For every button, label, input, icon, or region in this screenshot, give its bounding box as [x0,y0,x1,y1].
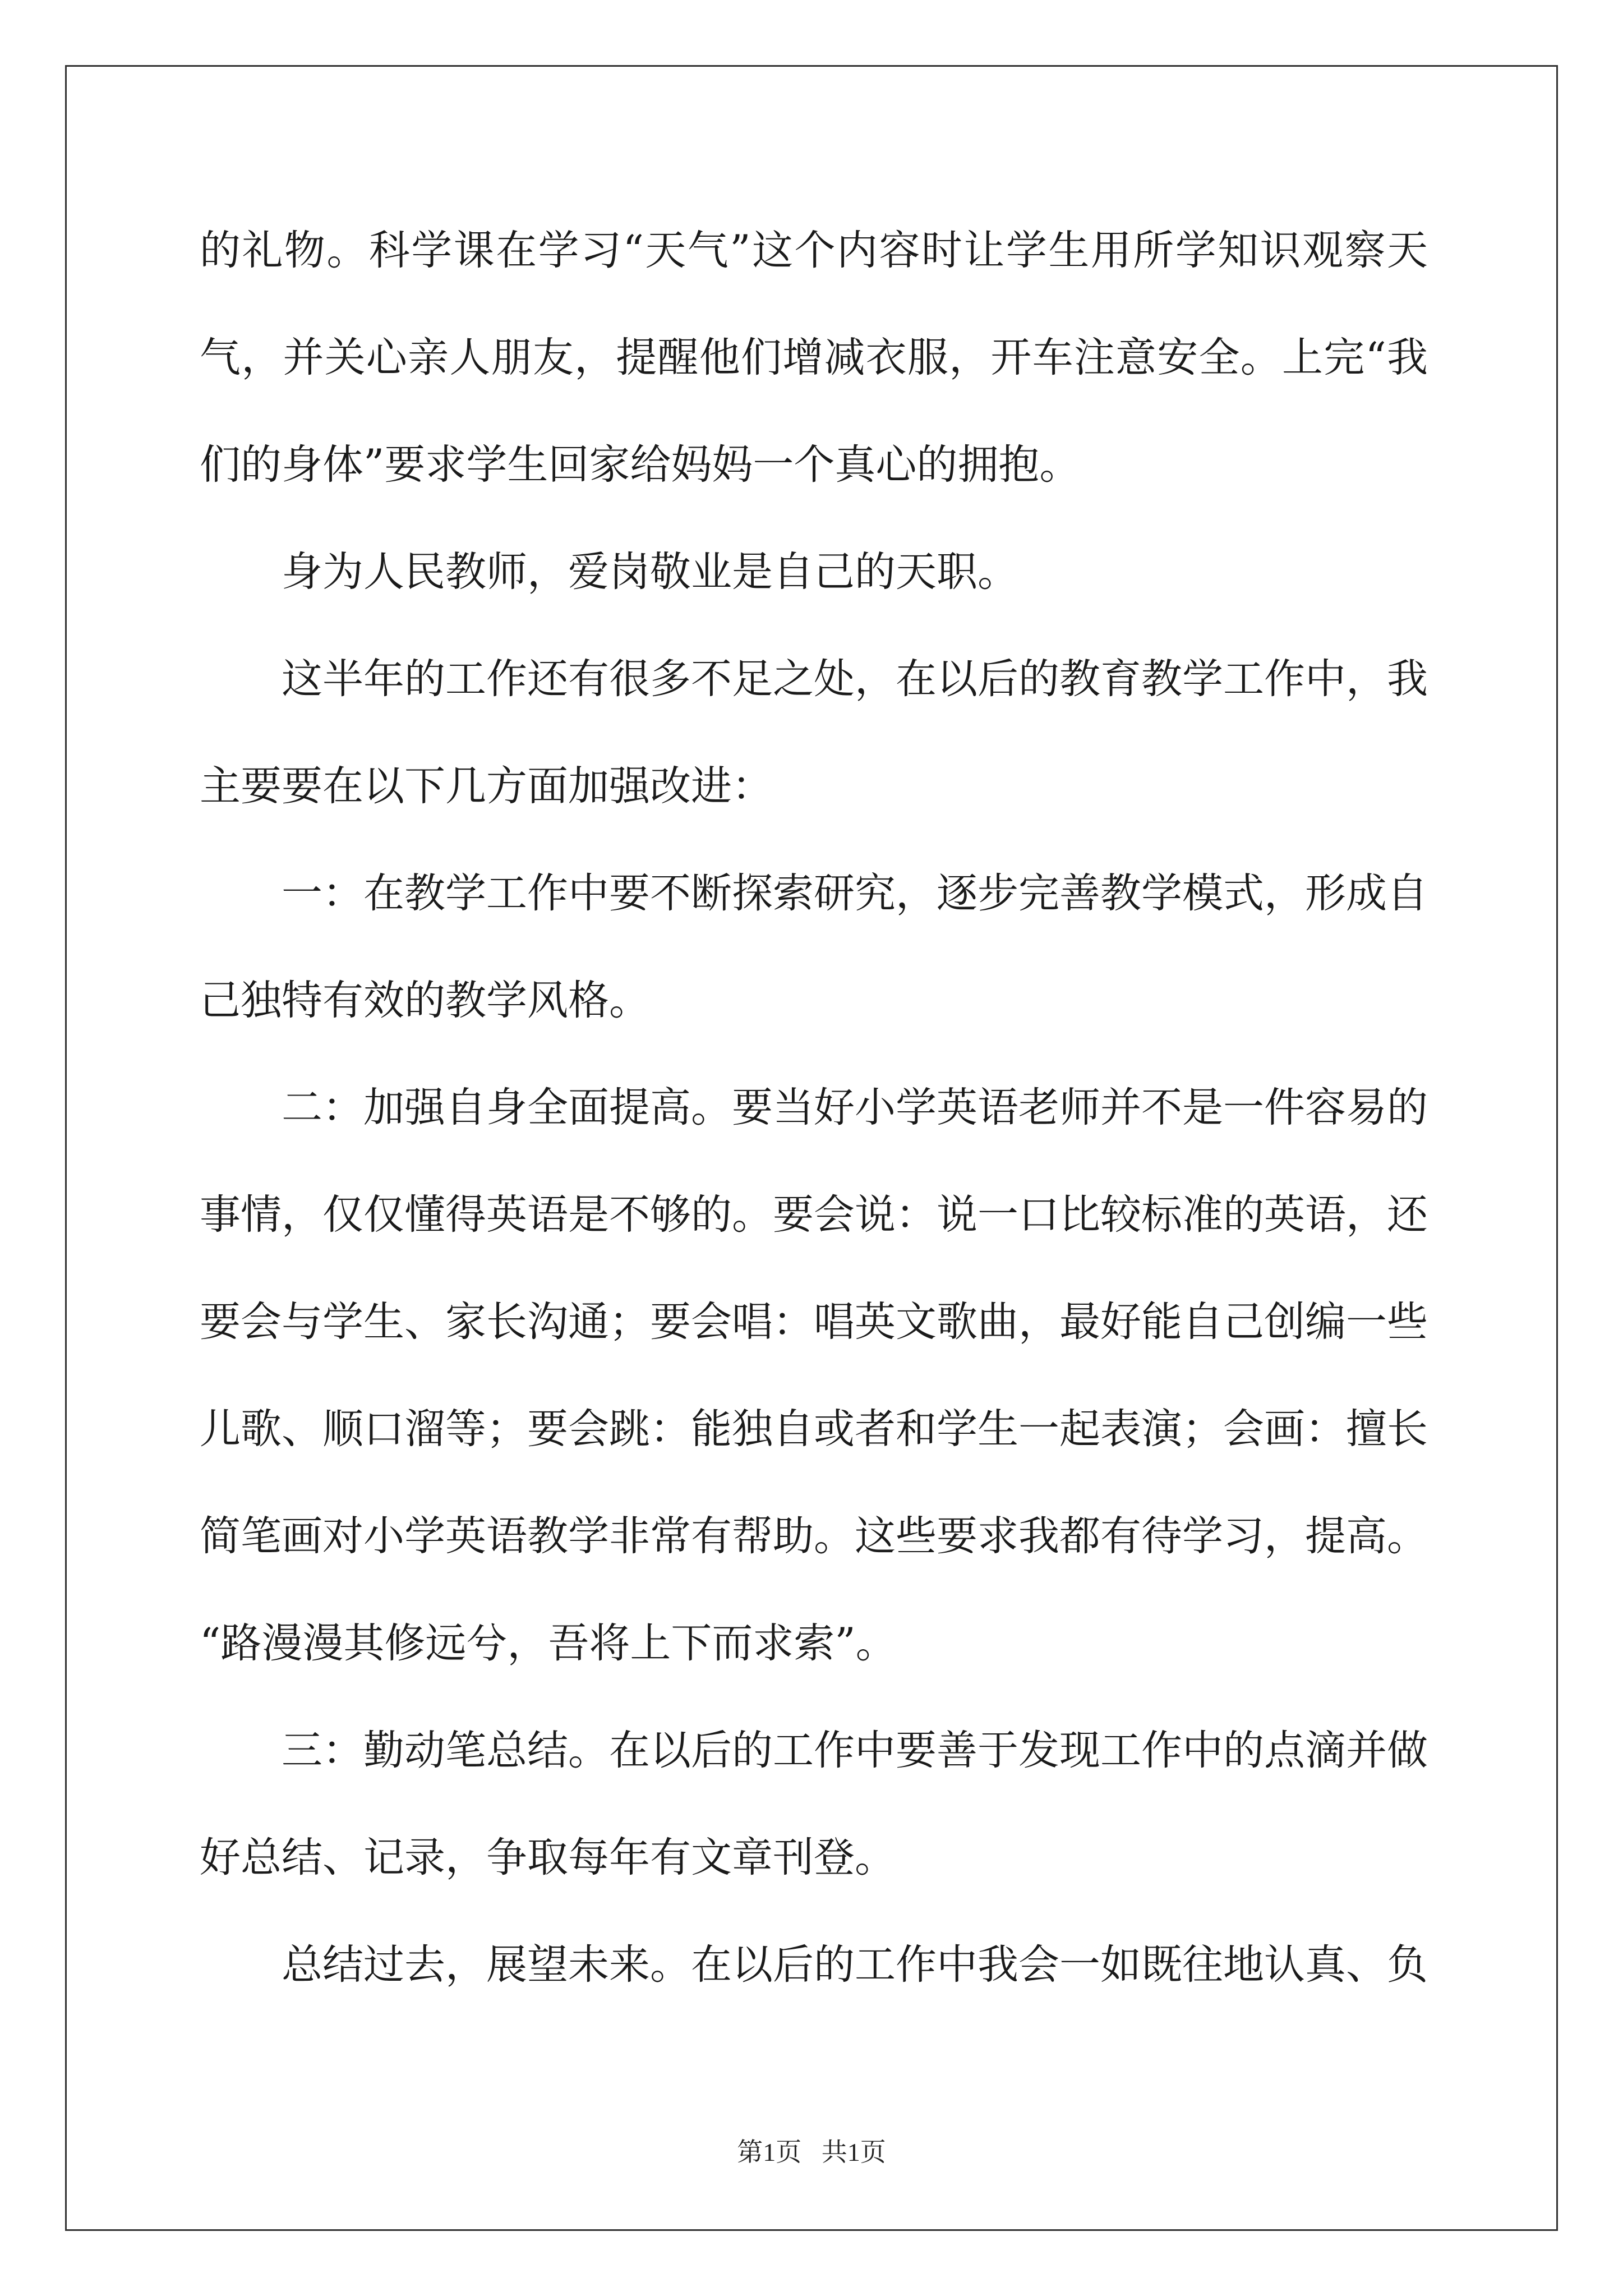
text-line: 气，并关心亲人朋友，提醒他们增减衣服，开车注意安全。上完“我 [200,334,1428,381]
text-line: 二：加强自身全面提高。要当好小学英语老师并不是一件容易的 [282,1084,1428,1131]
text-line: 主要要在以下几方面加强改进： [200,762,773,810]
text-line: 儿歌、顺口溜等；要会跳：能独自或者和学生一起表演；会画：擅长 [200,1405,1428,1453]
text-line: 要会与学生、家长沟通；要会唱：唱英文歌曲，最好能自己创编一些 [200,1298,1428,1346]
page-total: 共1页 [821,2138,886,2166]
text-line: 总结过去，展望未来。在以后的工作中我会一如既往地认真、负 [282,1941,1428,1989]
text-line: “路漫漫其修远兮，吾将上下而求索”。 [200,1619,897,1667]
text-line: 己独特有效的教学风格。 [200,977,650,1024]
page-footer [0,2132,1623,2169]
document-body [200,214,1428,2036]
text-line: 这半年的工作还有很多不足之处，在以后的教育教学工作中，我 [282,655,1428,703]
text-line: 身为人民教师，爱岗敬业是自己的天职。 [282,548,1018,596]
text-line: 三：勤动笔总结。在以后的工作中要善于发现工作中的点滴并做 [282,1727,1428,1774]
text-line: 们的身体”要求学生回家给妈妈一个真心的拥抱。 [200,441,1081,489]
page-number: 第1页 [737,2138,802,2166]
text-line: 好总结、记录，争取每年有文章刊登。 [200,1834,896,1881]
text-line: 简笔画对小学英语教学非常有帮助。这些要求我都有待学习，提高。 [200,1512,1428,1560]
text-line: 一：在教学工作中要不断探索研究，逐步完善教学模式，形成自 [282,869,1428,917]
text-line: 的礼物。科学课在学习“天气”这个内容时让学生用所学知识观察天 [200,227,1428,274]
text-line: 事情，仅仅懂得英语是不够的。要会说：说一口比较标准的英语，还 [200,1191,1428,1239]
